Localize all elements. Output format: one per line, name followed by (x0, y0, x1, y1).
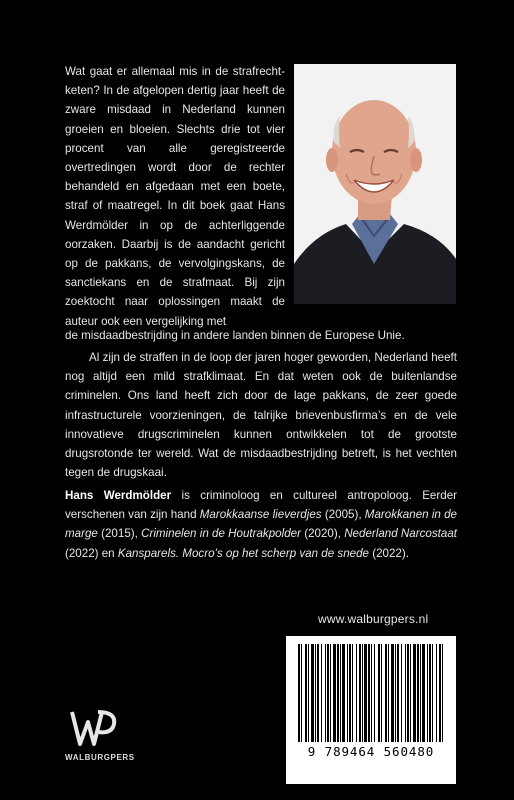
isbn-number: 9 789464 560480 (307, 744, 435, 759)
barcode-bar (325, 644, 326, 742)
barcode-bar (401, 644, 402, 742)
barcode-bar (385, 644, 387, 742)
author-name: Hans Werdmölder (65, 489, 172, 502)
book-title: Marokkanen in de marge (65, 508, 457, 541)
barcode-bar (405, 644, 406, 742)
barcode-bar (432, 644, 433, 742)
barcode-bar (364, 644, 367, 742)
barcode-bar (298, 644, 300, 742)
barcode-bar (395, 644, 396, 742)
barcode-bar (317, 644, 319, 742)
barcode-bar (427, 644, 428, 742)
publisher-name: WALBURGPERS (65, 753, 135, 762)
author-portrait-image (294, 64, 456, 304)
barcode-bar (305, 644, 307, 742)
book-title: Marokkaanse lieverdjes (199, 508, 322, 522)
barcode-bar (301, 644, 302, 742)
barcode-bar (429, 644, 431, 742)
barcode-bar (330, 644, 331, 742)
barcode-bar (347, 644, 348, 742)
barcode-bar (422, 644, 425, 742)
intro-paragraph-tail: de misdaadbestrijding in andere landen binnen de Europese Unie. (65, 329, 405, 342)
intro-paragraph: Wat gaat er allemaal mis in de strafrecht-keten? In de afgelopen dertig jaar heeft de zware misdaad in Nederland kunnen groeien en bloeien. Slechts drie tot vier procent van alle geregistreerde overtredingen wordt door de rechter behandeld en afgedaan met een boete, straf of maatregel. In dit boek gaat Hans Werdmölder in op de achterliggende oorzaken. Daarbij is de aandacht gericht op de pakkans, de vervolgingskans, de sanctiekans en de strafmaat. Bij zijn zoektocht naar oplossingen maakt de auteur ook een vergelijking met (65, 65, 285, 328)
barcode-bar (410, 644, 411, 742)
book-title: Kansparels. Mocro’s op het scherp van de snede (117, 546, 369, 560)
barcode-bar (417, 644, 419, 742)
author-bio: Hans Werdmölder is criminoloog en cultureel antropoloog. Eerder verschenen van zijn hand Marokkaanse lieverdjes (2005), Marokkanen in de marge (2015), Criminelen in de Houtrakpolder (2020), Nederland Narcostaat (2022) en Kansparels. Mocro’s op het scherp van de snede (2022). (65, 489, 457, 560)
barcode-bar (378, 644, 380, 742)
barcode-bar (342, 644, 345, 742)
barcode-bar (371, 644, 372, 742)
barcode-bar (420, 644, 421, 742)
barcode-bar (436, 644, 437, 742)
barcode-bar (349, 644, 351, 742)
publisher-website: www.walburgpers.nl (318, 612, 429, 626)
book-title: Nederland Narcostaat (344, 527, 457, 541)
barcode-bar (439, 644, 441, 742)
book-title: Criminelen in de Houtrakpolder (141, 527, 301, 541)
barcode-bar (356, 644, 357, 742)
barcode-bar (388, 644, 389, 742)
barcode-bar (311, 644, 314, 742)
barcode-bar (337, 644, 339, 742)
barcode-bar (362, 644, 363, 742)
barcode-bar (327, 644, 329, 742)
author-photo (294, 64, 456, 304)
barcode-bar (374, 644, 375, 742)
barcode-bar (381, 644, 382, 742)
barcode-bar (321, 644, 322, 742)
isbn-barcode (286, 636, 456, 784)
barcode-bar (315, 644, 316, 742)
walburgpers-logo-icon (68, 706, 118, 750)
barcode-bar (340, 644, 341, 742)
barcode-bar (391, 644, 394, 742)
barcode-bar (407, 644, 409, 742)
barcode-bar (413, 644, 416, 742)
second-paragraph: Al zijn de straffen in de loop der jaren hoger geworden, Nederland heeft nog altijd een mild strafklimaat. En dat weten ook de buitenlandse criminelen. Ons land heeft zich door de lage pakkans, de zeer goede infrastructurele voorzieningen, de talrijke brievenbusfirma’s en de vele innovatieve drugscriminelen kunnen ontwikkelen tot de grootste drugsrotonde ter wereld. Wat de misdaadbestrijding betreft, is het vechten tegen de drugskaai. (65, 351, 457, 480)
barcode-bar (359, 644, 361, 742)
barcode-bar (333, 644, 336, 742)
barcode-bar (308, 644, 309, 742)
barcode-bars (296, 644, 446, 744)
barcode-bar (397, 644, 399, 742)
barcode-bar (368, 644, 370, 742)
barcode-bar (352, 644, 353, 742)
barcode-bar (442, 644, 443, 742)
